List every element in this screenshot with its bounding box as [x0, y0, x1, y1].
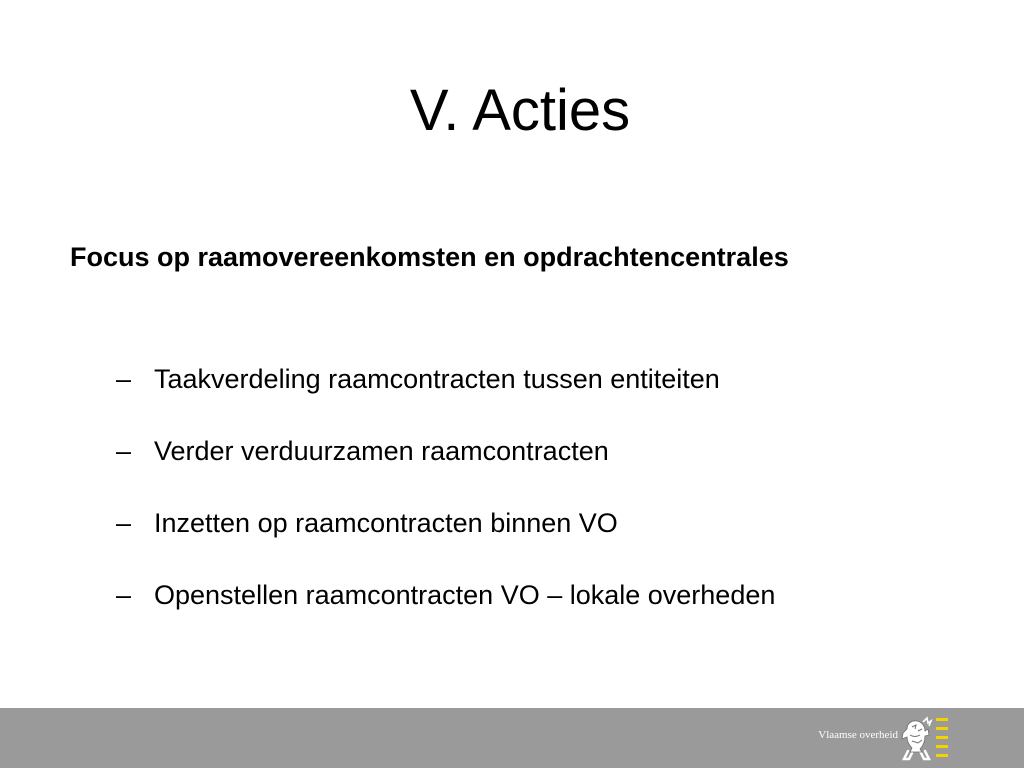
logo-stripe: [936, 727, 948, 730]
logo-stripe: [936, 736, 948, 739]
bullet-marker: –: [116, 364, 132, 394]
bullet-marker: –: [116, 436, 132, 466]
bullet-item: [116, 503, 996, 575]
bullet-item: [116, 431, 996, 503]
bullet-text: Openstellen raamcontracten VO – lokale overheden: [154, 580, 776, 610]
logo-stripe: [936, 718, 948, 721]
bullet-marker: –: [116, 508, 132, 538]
brand-name: Vlaamse overheid: [818, 729, 898, 741]
bullet-list: [116, 359, 996, 647]
bullet-text: Taakverdeling raamcontracten tussen entiteiten: [154, 364, 720, 394]
slide-subtitle: Focus op raamovereenkomsten en opdrachtencentrales: [70, 242, 789, 272]
footer-bar: [0, 708, 1024, 768]
bullet-marker: –: [116, 580, 132, 610]
bullet-text: Verder verduurzamen raamcontracten: [154, 436, 609, 466]
logo-stripes: [936, 718, 948, 758]
bullet-text: Inzetten op raamcontracten binnen VO: [154, 508, 618, 538]
logo-stripe: [936, 745, 948, 748]
slide-title: V. Acties: [409, 78, 631, 143]
flemish-lion-icon: [898, 715, 934, 761]
bullet-item: [116, 359, 996, 431]
bullet-item: [116, 575, 996, 647]
logo-stripe: [936, 754, 948, 757]
